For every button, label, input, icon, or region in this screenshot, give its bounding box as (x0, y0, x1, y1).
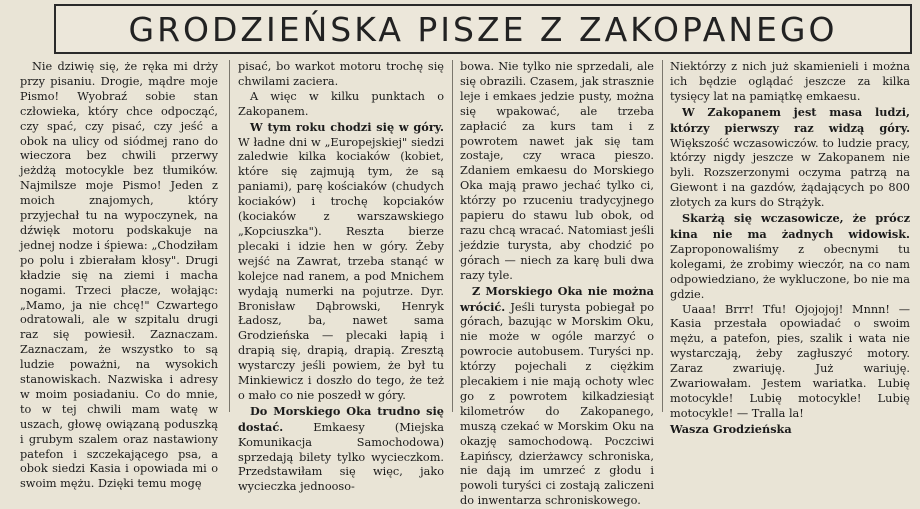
headline: GRODZIEŃSKA PISZE Z ZAKOPANEGO (128, 9, 838, 49)
paragraph: pisać, bo warkot motoru trochę się chwilami zaciera. (238, 60, 444, 88)
section-lead: Skarżą się wczasowicze, że prócz kina nie ma żadnych widowisk. (670, 211, 910, 241)
paragraph-text: W ładne dni w „Europejskiej" siedzi zaledwie kilka kociaków (kobiet, które się zajmują tym, że są paniami), parę kościaków (chudych kociaków) i trochę kopciaków (kociaków z warszawskiego „Kopciuszka"). Reszta bierze plecaki i idzie hen w góry. Żeby wejść na Zawrat, trzeba stanąć w kolejce nad ranem, a pod Mnichem wydają numerki na pojutrze. Dyr. Bronisław Dąbrowski, Henryk Ładosz, ba, nawet sama Grodzieńska — plecaki łapią i drapią się, drapią, drapią. Zresztą wystarczy jeśli powiem, że był tu Minkiewicz i doszło do tego, że też o mało co nie poszedł w góry. (238, 135, 444, 402)
column-4 (670, 60, 910, 436)
paragraph-text: Jeśli turysta pobiegał po górach, bazując w Morskim Oku, nie może w ogóle marzyć o powrocie autobusem. Turyści np. którzy pojechali z ciężkim plecakiem i nie mają ochoty wlec go z powrotem kilkadziesiąt kilometrów do Zakopanego, muszą czekać w Morskim Oku na okazję samochodową. Poczciwi Łapińscy, dzierżawcy schroniska, nie dają im umrzeć z głodu i powoli turyści ci zostają zaliczeni do inwentarza schroniskowego. (460, 300, 654, 508)
paragraph: A więc w kilku punktach o Zakopanem. (238, 89, 444, 118)
section-lead: Z Morskiego Oka nie można wrócić. (460, 283, 654, 314)
section-lead: Do Morskiego Oka trudno się dostać. (238, 403, 444, 434)
paragraph (670, 211, 910, 302)
paragraph-text: Zaproponowaliśmy z obecnymi tu kolegami, że zrobimy wieczór, na co nam odpowiedziano, że wykluczone, bo nie ma gdzie. (670, 242, 910, 301)
paragraph: Niektórzy z nich już skamienieli i można ich będzie oglądać jeszcze za kilka tysięcy lat na pamiątkę emkaesu. (670, 60, 910, 103)
paragraph: bowa. Nie tylko nie sprzedali, ale się obrazili. Czasem, jak strasznie leje i emkaes jedzie pusty, można się wpakować, ale trzeba zapłacić za kurs tam i z powrotem nawet jak się tam zostaje, czy wraca pieszo. Zdaniem emkaesu do Morskiego Oka mają prawo jechać tylko ci, którzy po rzuceniu tradycyjnego papieru do stawu lub obok, od razu chcą wracać. Natomiast jeśli jeździe turysta, aby chodzić po górach — niech za karę buli dwa razy tyle. (460, 60, 655, 282)
section-lead: W Zakopanem jest masa ludzi, którzy pierwszy raz widzą góry. (670, 104, 910, 135)
paragraph (238, 120, 444, 404)
column-divider (662, 60, 663, 412)
section-lead: W tym roku chodzi się w góry. (250, 119, 444, 134)
headline-box (54, 4, 912, 54)
column-divider (452, 60, 453, 412)
paragraph-text: Emkaesy (Miejska Komunikacja Samochodowa) sprzedają bilety tylko wycieczkom. Przedstawiłam się więc, jako wycieczka jednooso- (238, 420, 444, 494)
column-3 (460, 60, 655, 508)
paragraph (670, 105, 910, 211)
paragraph: Uaaa! Brrr! Tfu! Ojojojoj! Mnnn! — Kasia przestała opowiadać o swoim mężu, a patefon, pies, szalik i wata nie wystarczają, żeby zagłuszyć motory. Zaraz zwariuję. Już wariuję. Zwariowałam. Jestem wariatka. Lubię motocykle! Lubię motocykle! Lubię motocykle! — Tralla la! (670, 302, 910, 420)
paragraph (460, 284, 654, 509)
paragraph: Nie dziwię się, że ręka mi drży przy pisaniu. Drogie, mądre moje Pismo! Wyobraź sobie stan człowieka, który chce odpocząć, czy spać, czy pisać, czy jeść a obok na ulicy od siódmej rano do wieczora bez chwili przerwy jeżdżą motocykle bez tłumików. Najmilsze moje Pismo! Jeden z moich znajomych, który przyjechał tu na wypoczynek, na dźwięk motoru podskakuje na jednej nodze i śpiewa: „Chodziłam po polu i zbierałam kłosy". Drugi kładzie się na ziemi i macha nogami. Trzeci płacze, wołając: „Mamo, ja nie chcę!" Czwartego odratowali, ale w szpitalu drugi raz się powiesił. Zaznaczam. Zaznaczam, że wszystko to są ludzie poważni, na wysokich stanowiskach. Nazwiska i adresy w moim posiadaniu. Co do mnie, to w tej chwili mam watę w uszach, głowę owiązaną poduszką i grubym szalem oraz nastawiony patefon i szczekającego psa, a obok siedzi Kasia i opowiada mi o swoim mężu. Dzięki temu mogę (20, 60, 218, 491)
signature: Wasza Grodzieńska (670, 421, 792, 436)
column-divider (229, 60, 230, 412)
paragraph (238, 404, 444, 495)
column-2 (238, 60, 444, 494)
column-1 (20, 60, 218, 491)
paragraph-text: Większość wczasowiczów. to ludzie pracy, którzy nigdy jeszcze w Zakopanem nie byli. Rozszerzonymi oczyma patrzą na Giewont i na gazdów, żądających po 800 złotych za kurs do Strążyk. (670, 136, 910, 210)
